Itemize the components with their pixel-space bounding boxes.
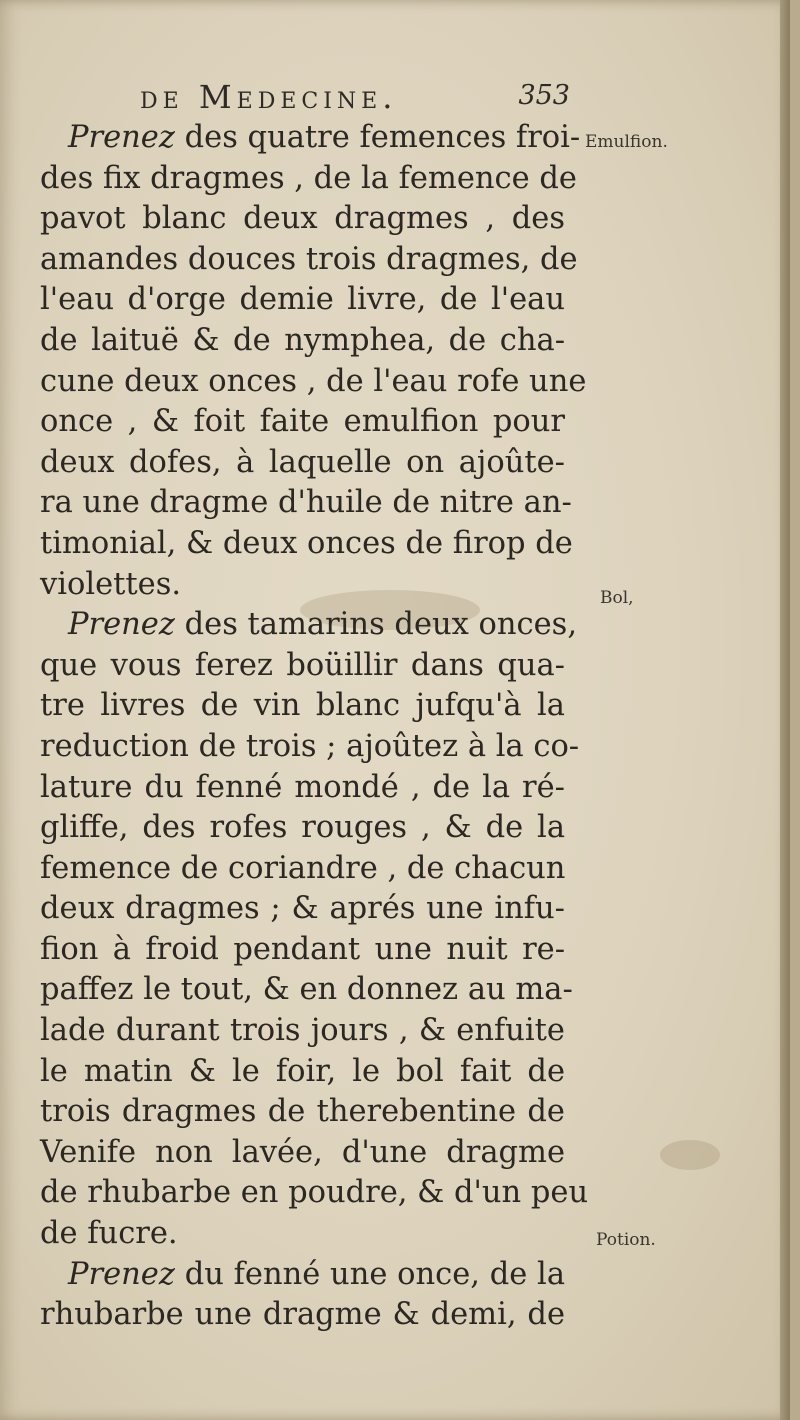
line-text: gliffe, des rofes rouges , & de la — [40, 810, 565, 846]
text-line — [40, 1011, 565, 1052]
text-line — [40, 1255, 565, 1296]
line-text: l'eau d'orge demie livre, de l'eau — [40, 282, 565, 318]
line-text: du fenné une once, de la — [184, 1256, 565, 1292]
line-text: deux dragmes ; & aprés une infu- — [40, 891, 565, 927]
lead-word: Prenez — [68, 1256, 175, 1292]
text-line — [40, 1295, 565, 1336]
text-line — [40, 483, 572, 524]
line-text: des quatre femences froi- — [184, 120, 581, 155]
text-line — [40, 443, 565, 484]
text-line — [40, 240, 578, 281]
margin-note-potion: Potion. — [596, 1230, 656, 1250]
line-text: lature du fenné mondé , de la ré- — [40, 769, 565, 805]
text-line — [40, 1092, 565, 1133]
lead-word: Prenez — [68, 607, 175, 643]
line-text: fion à froid pendant une nuit re- — [40, 931, 565, 967]
text-line — [40, 930, 565, 971]
text-line — [40, 321, 565, 362]
page-number: 353 — [518, 80, 570, 111]
line-text: cune deux onces , de l'eau rofe une — [40, 363, 587, 399]
line-text: le matin & le foir, le bol fait de — [40, 1053, 565, 1089]
text-line — [40, 727, 580, 768]
text-line — [40, 118, 581, 159]
line-text: Venife non lavée, d'une dragme — [40, 1134, 565, 1170]
text-line — [40, 1214, 565, 1255]
text-line — [40, 524, 573, 565]
line-text: pavot blanc deux dragmes , des — [40, 201, 565, 237]
text-line — [40, 889, 565, 930]
line-text: rhubarbe une dragme & demi, de — [40, 1297, 565, 1333]
line-text: de fucre. — [40, 1216, 178, 1252]
text-line — [40, 1133, 565, 1174]
text-line — [40, 686, 565, 727]
line-text: violettes. — [40, 566, 182, 602]
text-line — [40, 159, 577, 200]
text-line — [40, 605, 578, 646]
line-text: des fix dragmes , de la femence de — [40, 160, 577, 196]
line-text: reduction de trois ; ajoûtez à la co- — [40, 728, 580, 764]
text-line — [40, 280, 565, 321]
line-text: des tamarins deux onces, — [184, 607, 578, 643]
text-line — [40, 402, 565, 443]
text-line — [40, 199, 565, 240]
body-text — [40, 118, 589, 1336]
text-line — [40, 646, 565, 687]
text-line — [40, 970, 573, 1011]
line-text: de rhubarbe en poudre, & d'un peu — [40, 1175, 589, 1211]
line-text: timonial, & deux onces de firop de — [40, 525, 573, 561]
line-text: paffez le tout, & en donnez au ma- — [40, 972, 573, 1008]
paper-stain — [660, 1140, 720, 1170]
text-line — [40, 1052, 565, 1093]
line-text: amandes douces trois dragmes, de — [40, 241, 578, 277]
line-text: ra une dragme d'huile de nitre an- — [40, 485, 572, 521]
text-line — [40, 362, 587, 403]
margin-note-bol: Bol, — [600, 588, 634, 608]
text-line — [40, 808, 565, 849]
text-line — [40, 1173, 589, 1214]
line-text: femence de coriandre , de chacun — [40, 850, 566, 886]
text-line — [40, 849, 565, 890]
lead-word: Prenez — [68, 120, 175, 155]
running-title: de Medecine. — [140, 78, 398, 116]
text-line — [40, 565, 565, 606]
line-text: lade durant trois jours , & enfuite — [40, 1013, 565, 1049]
text-line — [40, 768, 565, 809]
line-text: trois dragmes de therebentine de — [40, 1094, 565, 1130]
line-text: once , & foit faite emulfion pour — [40, 404, 565, 440]
line-text: que vous ferez boüillir dans qua- — [40, 647, 565, 683]
line-text: deux dofes, à laquelle on ajoûte- — [40, 444, 565, 480]
line-text: tre livres de vin blanc jufqu'à la — [40, 688, 565, 724]
line-text: de laituë & de nymphea, de cha- — [40, 322, 565, 358]
margin-note-emulsion: Emulfion. — [585, 132, 668, 152]
page-edge — [780, 0, 790, 1420]
